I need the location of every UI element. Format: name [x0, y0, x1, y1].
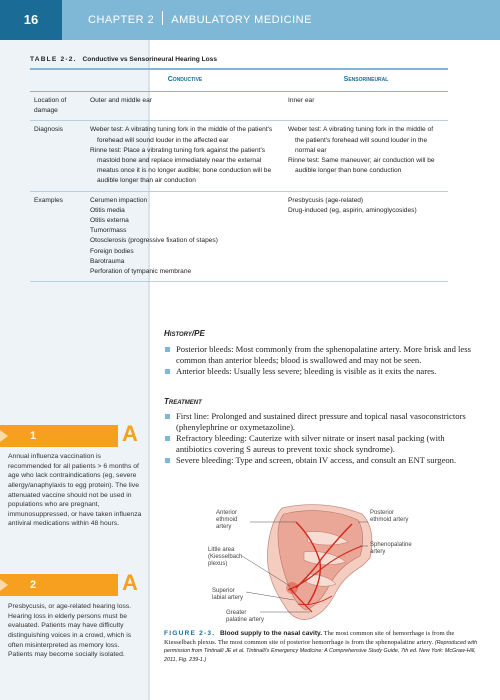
table-caption [30, 56, 217, 63]
figure-source: (Reproduced with permission from Tintinalli JE et al. Tintinalli's Emergency Medicine: A Comprehensive Study Guide, 7th ed. New York: McGraw-Hill, 2011, Fig. 239-1.) [164, 639, 478, 663]
row-label: Examples [30, 191, 86, 282]
hearing-loss-table [30, 70, 448, 282]
note-number: 2 [30, 579, 37, 591]
cell-line: Presbycusis (age-related) [288, 196, 364, 204]
table-row [30, 121, 448, 191]
sensorineural-cell [284, 91, 448, 120]
cell-line: Cerumen impaction [90, 196, 148, 204]
cell-line: Inner ear [288, 96, 315, 104]
label-anterior-ethmoid: Anterior ethmoid artery [216, 510, 238, 531]
arrow-icon [0, 579, 8, 591]
label-little-area: Little area (Kiesselbach plexus) [208, 547, 243, 568]
table-header-row [30, 70, 448, 91]
sidebar-note-header [0, 570, 148, 596]
page-number: 16 [0, 0, 62, 40]
chapter-label: CHAPTER 2 [88, 14, 155, 26]
sidebar-note-header [0, 421, 148, 447]
bullet-text: Severe bleeding: Type and screen, obtain IV access, and consult an ENT surgeon. [176, 455, 457, 465]
bullet-text: Anterior bleeds: Usually less severe; bleeding is visible as it exits the nares. [176, 366, 437, 376]
figure-title: Blood supply to the nasal cavity. [219, 630, 323, 637]
page-header [0, 0, 500, 40]
nasal-blood-supply-figure [208, 500, 412, 628]
chapter-name: AMBULATORY MEDICINE [171, 14, 312, 26]
list-item [164, 344, 480, 366]
sidebar-note-text: Presbycusis, or age-related hearing loss. Hearing loss in elderly persons must be evaluated. Patients may have difficulty distinguishing voices in a crowd, which is often misinterpreted as memory loss. Patients may become socially isolated. [8, 603, 132, 659]
table-header-conductive: Conductive [86, 70, 284, 91]
treatment-heading: Treatment [164, 397, 202, 406]
label-posterior-ethmoid: Posterior ethmoid artery [370, 510, 409, 524]
cell-line: Foreign bodies [90, 247, 134, 255]
cell-line: Barotrauma [90, 257, 125, 265]
table-header-empty [30, 70, 86, 91]
list-item [164, 411, 480, 433]
bullet-text: First line: Prolonged and sustained direct pressure and topical nasal vasoconstrictors (phenylephrine or oxymetazoline). [176, 411, 466, 432]
cell-line: Otitis externa [90, 217, 129, 225]
list-item [164, 455, 480, 466]
note-letter: A [122, 421, 138, 446]
label-superior-labial: Superior labial artery [212, 588, 244, 602]
cell-line: Rinne test: Same maneuver; air conduction will be audible longer than bone conduction [288, 156, 435, 175]
conductive-cell [86, 121, 284, 191]
square-bullet-icon [165, 369, 170, 374]
note-bar [0, 574, 118, 596]
cell-line: Weber test: A vibrating tuning fork in the middle of the patient's forehead will sound louder in the affected ear [90, 126, 273, 144]
table-header-sensorineural: Sensorineural [284, 70, 448, 91]
figure-label: FIGURE 2-3. [164, 630, 216, 637]
cell-line: Otosclerosis (progressive fixation of stapes) [90, 237, 218, 245]
square-bullet-icon [165, 436, 170, 441]
history-heading: History/PE [164, 329, 205, 338]
note-bar [0, 425, 118, 447]
cell-line: Rinne test: Place a vibrating tuning fork against the patient's mastoid bone and replace immediately near the external meatus once it is no longer audible; bone conduction will be audible longer than air conduction [90, 146, 272, 185]
sensorineural-cell [284, 121, 448, 191]
square-bullet-icon [165, 458, 170, 463]
list-item [164, 433, 480, 455]
bullet-text: Refractory bleeding: Cauterize with silver nitrate or insert nasal packing (with antibiotics covering S aureus to prevent toxic shock syndrome). [176, 433, 445, 454]
cell-line: Tumor/mass [90, 227, 127, 235]
list-item [164, 366, 480, 377]
arrow-icon [0, 430, 8, 442]
figure-caption-text: The most common site of hemorrhage is from the Kiesselbach plexus. The most common site of posterior hemorrhage is from the sphenopalatine artery. [164, 630, 455, 646]
table-row [30, 91, 448, 120]
history-list [164, 344, 480, 377]
label-sphenopalatine: Sphenopalatine artery [370, 542, 412, 556]
row-label: Diagnosis [30, 121, 86, 191]
cell-line: Outer and middle ear [90, 96, 152, 104]
cell-line: Otitis media [90, 206, 125, 214]
sidebar-note-text: Annual influenza vaccination is recommended for all patients > 6 months of age who lack contraindications (eg, severe allergy/anaphylaxis to egg protein). The live attenuated vaccine should not be used in populations who are pregnant, immunosuppressed, or have taken influenza antiviral medications within 48 hours. [8, 453, 142, 528]
header-divider [162, 11, 163, 25]
square-bullet-icon [165, 414, 170, 419]
conductive-cell [86, 91, 284, 120]
table-title: Conductive vs Sensorineural Hearing Loss [82, 56, 218, 63]
note-letter: A [122, 570, 138, 595]
label-greater-palatine: Greater palatine artery [226, 610, 265, 624]
sensorineural-cell [284, 191, 448, 282]
row-label: Location of damage [30, 91, 86, 120]
treatment-list [164, 411, 480, 466]
square-bullet-icon [165, 347, 170, 352]
table-row [30, 191, 448, 282]
table-label: TABLE 2-2. [30, 56, 77, 63]
note-number: 1 [30, 430, 37, 442]
chapter-title [88, 0, 312, 40]
cell-line: Drug-induced (eg, aspirin, aminoglycosides) [288, 206, 417, 214]
conductive-cell [86, 191, 284, 282]
figure-caption [164, 630, 480, 664]
cell-line: Perforation of tympanic membrane [90, 268, 192, 276]
bullet-text: Posterior bleeds: Most commonly from the sphenopalatine artery. More brisk and less common than anterior bleeds; blood is swallowed and may not be seen. [176, 344, 471, 365]
cell-line: Weber test: A vibrating tuning fork in the middle of the patient's forehead will sound louder in the normal ear [288, 126, 434, 154]
